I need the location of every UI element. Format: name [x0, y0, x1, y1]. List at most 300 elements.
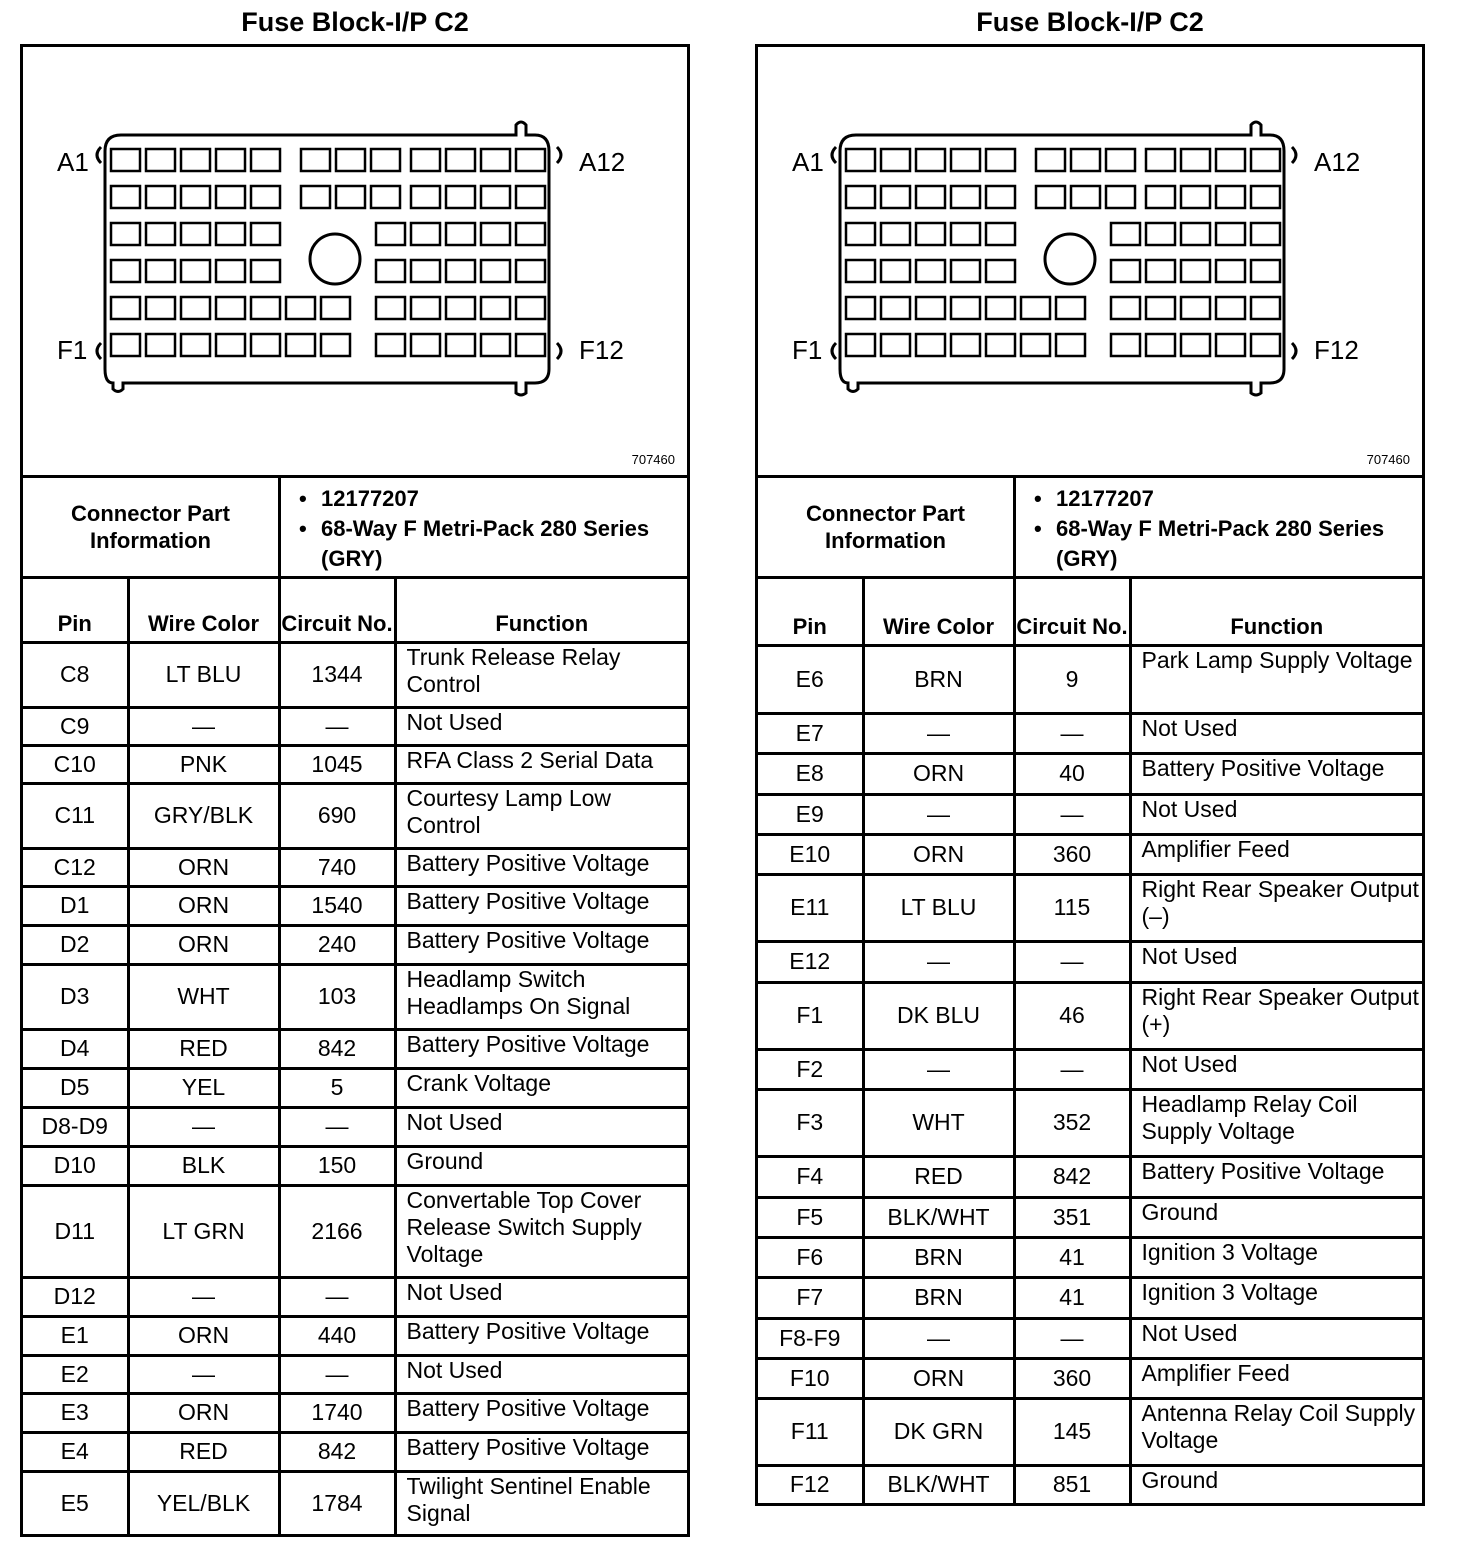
- pin-cavity: [216, 149, 245, 171]
- function-cell: Headlamp Switch Headlamps On Signal: [395, 964, 687, 1029]
- connector-type: • 68-Way F Metri-Pack 280 Series (GRY): [321, 514, 687, 574]
- pin-cell: F1: [758, 982, 863, 1049]
- pin-cavity: [1216, 297, 1245, 319]
- housing-bracket: [97, 343, 101, 359]
- pin-cell: C11: [23, 783, 128, 848]
- pin-cell: F12: [758, 1465, 863, 1503]
- connector-panel-right: [755, 0, 1425, 1506]
- pin-cavity: [446, 149, 475, 171]
- wire-color-cell: RED: [128, 1432, 279, 1471]
- pin-cell: C12: [23, 848, 128, 886]
- pin-cavity: [111, 334, 140, 356]
- function-cell: Not Used: [1130, 713, 1422, 753]
- pin-cavity: [986, 297, 1015, 319]
- header-wire-color: Wire Color: [863, 579, 1014, 645]
- circuit-number-cell: 851: [1014, 1465, 1130, 1503]
- pin-cavity: [1181, 223, 1210, 245]
- pin-cavity: [481, 149, 510, 171]
- pin-label-f1: F1: [57, 335, 88, 365]
- pin-cavity: [1216, 149, 1245, 171]
- pinout-table: [23, 579, 687, 1534]
- pin-cell: C8: [23, 642, 128, 707]
- pin-cavity: [881, 223, 910, 245]
- pin-cavity: [216, 186, 245, 208]
- circuit-number-cell: 41: [1014, 1237, 1130, 1277]
- table-header-row: [23, 579, 687, 642]
- pin-cavity: [216, 260, 245, 282]
- pin-cell: E5: [23, 1471, 128, 1534]
- wire-color-cell: —: [863, 1049, 1014, 1089]
- circuit-number-cell: 240: [279, 925, 395, 964]
- pin-cell: E10: [758, 834, 863, 874]
- pin-label-f12: F12: [1314, 335, 1359, 365]
- circuit-number-cell: —: [1014, 713, 1130, 753]
- pin-cavity: [846, 260, 875, 282]
- pin-cell: F10: [758, 1358, 863, 1398]
- pin-cell: F2: [758, 1049, 863, 1089]
- pin-cell: E3: [23, 1393, 128, 1432]
- pin-cavity: [1181, 334, 1210, 356]
- table-row: [758, 1237, 1422, 1277]
- panel-frame: [755, 44, 1425, 1506]
- header-pin: Pin: [758, 579, 863, 645]
- pin-cavity: [516, 149, 545, 171]
- wire-color-cell: ORN: [863, 1358, 1014, 1398]
- function-cell: Not Used: [1130, 794, 1422, 834]
- wire-color-cell: LT GRN: [128, 1185, 279, 1277]
- pin-cavity: [881, 186, 910, 208]
- pin-cavity: [336, 186, 365, 208]
- function-cell: Battery Positive Voltage: [395, 1432, 687, 1471]
- circuit-number-cell: 1344: [279, 642, 395, 707]
- table-row: [758, 982, 1422, 1049]
- connector-panel-left: [20, 0, 690, 1537]
- pin-cavity: [516, 297, 545, 319]
- pin-cavity: [446, 297, 475, 319]
- pinout-table: [758, 579, 1422, 1503]
- table-row: [23, 964, 687, 1029]
- pin-cell: E12: [758, 941, 863, 982]
- housing-bracket: [832, 147, 836, 163]
- pin-cavity: [1036, 186, 1065, 208]
- table-row: [758, 1277, 1422, 1318]
- wire-color-cell: ORN: [863, 834, 1014, 874]
- panel-title: Fuse Block-I/P C2: [976, 7, 1204, 37]
- pin-cavity: [1146, 260, 1175, 282]
- pin-cavity: [336, 149, 365, 171]
- wire-color-cell: ORN: [128, 925, 279, 964]
- pin-label-a12: A12: [1314, 147, 1361, 177]
- pin-cell: F3: [758, 1089, 863, 1156]
- pin-cavity: [1146, 186, 1175, 208]
- pinout-table-body: [23, 642, 687, 1534]
- wire-color-cell: —: [863, 794, 1014, 834]
- table-row: [758, 941, 1422, 982]
- table-row: [23, 925, 687, 964]
- pin-cavity: [1181, 186, 1210, 208]
- table-row: [23, 1393, 687, 1432]
- pin-cavity: [1146, 334, 1175, 356]
- function-cell: Not Used: [1130, 941, 1422, 982]
- circuit-number-cell: 2166: [279, 1185, 395, 1277]
- circuit-number-cell: 150: [279, 1146, 395, 1185]
- function-cell: Not Used: [395, 1355, 687, 1393]
- pin-cavity: [1056, 297, 1085, 319]
- pin-cell: F8-F9: [758, 1318, 863, 1358]
- pin-cavity: [516, 223, 545, 245]
- wire-color-cell: YEL: [128, 1068, 279, 1107]
- circuit-number-cell: 360: [1014, 834, 1130, 874]
- function-cell: Ground: [1130, 1197, 1422, 1237]
- circuit-number-cell: 115: [1014, 874, 1130, 941]
- wire-color-cell: ORN: [128, 1393, 279, 1432]
- wire-color-cell: —: [128, 1355, 279, 1393]
- pin-cavity: [411, 260, 440, 282]
- pin-cavity: [411, 223, 440, 245]
- table-row: [23, 848, 687, 886]
- wire-color-cell: ORN: [128, 848, 279, 886]
- pin-cavity: [1251, 186, 1280, 208]
- pin-cell: D12: [23, 1277, 128, 1316]
- pin-cavity: [1146, 149, 1175, 171]
- wire-color-cell: PNK: [128, 745, 279, 783]
- pin-cavity: [1021, 297, 1050, 319]
- wire-color-cell: ORN: [128, 1316, 279, 1355]
- circuit-number-cell: 440: [279, 1316, 395, 1355]
- pin-cavity: [951, 186, 980, 208]
- wire-color-cell: LT BLU: [128, 642, 279, 707]
- wire-color-cell: —: [128, 707, 279, 745]
- connector-face-drawing: [758, 47, 1422, 475]
- pin-cavity: [446, 186, 475, 208]
- pin-cavity: [301, 186, 330, 208]
- pin-cavity: [1036, 149, 1065, 171]
- circuit-number-cell: 1740: [279, 1393, 395, 1432]
- pin-cavity: [321, 297, 350, 319]
- pin-cell: F11: [758, 1398, 863, 1465]
- pin-cell: F4: [758, 1156, 863, 1197]
- pin-cavity: [516, 334, 545, 356]
- pin-cell: F7: [758, 1277, 863, 1318]
- pin-cavity: [1111, 334, 1140, 356]
- pin-cavity: [411, 186, 440, 208]
- pin-cell: C10: [23, 745, 128, 783]
- wire-color-cell: DK GRN: [863, 1398, 1014, 1465]
- pin-cavity: [251, 149, 280, 171]
- pin-cavity: [146, 297, 175, 319]
- circuit-number-cell: 46: [1014, 982, 1130, 1049]
- circuit-number-cell: 351: [1014, 1197, 1130, 1237]
- header-wire-color: Wire Color: [128, 579, 279, 642]
- pinout-table-body: [758, 645, 1422, 1503]
- wire-color-cell: ORN: [128, 886, 279, 925]
- wire-color-cell: BLK: [128, 1146, 279, 1185]
- pin-cavity: [1216, 334, 1245, 356]
- table-row: [23, 1107, 687, 1146]
- connector-part-info-label: Connector Part Information: [758, 478, 1016, 576]
- function-cell: Battery Positive Voltage: [395, 848, 687, 886]
- pin-cavity: [411, 334, 440, 356]
- table-row: [23, 1146, 687, 1185]
- table-row: [758, 1398, 1422, 1465]
- pin-cavity: [986, 334, 1015, 356]
- pin-cavity: [1216, 186, 1245, 208]
- pin-cavity: [146, 149, 175, 171]
- housing-bracket: [557, 343, 561, 359]
- pin-cavity: [376, 297, 405, 319]
- pin-cavity: [111, 260, 140, 282]
- wire-color-cell: BRN: [863, 1277, 1014, 1318]
- pin-cavity: [1111, 297, 1140, 319]
- circuit-number-cell: 9: [1014, 645, 1130, 713]
- function-cell: Battery Positive Voltage: [395, 1029, 687, 1068]
- circuit-number-cell: 40: [1014, 753, 1130, 794]
- pin-cell: E8: [758, 753, 863, 794]
- pin-cavity: [181, 186, 210, 208]
- function-cell: Trunk Release Relay Control: [395, 642, 687, 707]
- circuit-number-cell: —: [1014, 941, 1130, 982]
- pin-cavity: [146, 223, 175, 245]
- pin-cavity: [1251, 297, 1280, 319]
- pin-cavity: [1071, 186, 1100, 208]
- table-row: [758, 874, 1422, 941]
- wire-color-cell: BLK/WHT: [863, 1197, 1014, 1237]
- circuit-number-cell: 1045: [279, 745, 395, 783]
- pin-cavity: [951, 149, 980, 171]
- table-row: [23, 886, 687, 925]
- function-cell: Not Used: [1130, 1318, 1422, 1358]
- connector-housing: [840, 122, 1284, 395]
- table-row: [23, 1029, 687, 1068]
- pin-cavity: [216, 334, 245, 356]
- pin-cell: E6: [758, 645, 863, 713]
- pin-cell: E11: [758, 874, 863, 941]
- circuit-number-cell: —: [1014, 1318, 1130, 1358]
- table-row: [23, 1432, 687, 1471]
- pin-cavity: [321, 334, 350, 356]
- pin-cavity: [846, 334, 875, 356]
- pin-cavity: [181, 297, 210, 319]
- function-cell: Battery Positive Voltage: [1130, 1156, 1422, 1197]
- pin-cavity: [1111, 260, 1140, 282]
- pin-cavity: [376, 223, 405, 245]
- pin-cavity: [481, 223, 510, 245]
- table-row: [758, 1358, 1422, 1398]
- pin-cavity: [181, 334, 210, 356]
- function-cell: Crank Voltage: [395, 1068, 687, 1107]
- pin-cavity: [1251, 149, 1280, 171]
- circuit-number-cell: 690: [279, 783, 395, 848]
- pin-cavity: [371, 186, 400, 208]
- function-cell: Not Used: [395, 1107, 687, 1146]
- pin-cavity: [516, 260, 545, 282]
- header-function: Function: [1130, 579, 1422, 645]
- pin-cell: F5: [758, 1197, 863, 1237]
- pin-cavity: [846, 223, 875, 245]
- pin-cavity: [146, 260, 175, 282]
- function-cell: Ignition 3 Voltage: [1130, 1237, 1422, 1277]
- pin-cavity: [481, 260, 510, 282]
- pin-cavity: [1251, 223, 1280, 245]
- wire-color-cell: WHT: [863, 1089, 1014, 1156]
- pin-cell: C9: [23, 707, 128, 745]
- pin-cavity: [916, 149, 945, 171]
- connector-part-info: [23, 478, 687, 579]
- table-row: [23, 1185, 687, 1277]
- function-cell: Amplifier Feed: [1130, 1358, 1422, 1398]
- circuit-number-cell: —: [1014, 1049, 1130, 1089]
- pin-cavity: [986, 186, 1015, 208]
- pin-cavity: [881, 149, 910, 171]
- wire-color-cell: BLK/WHT: [863, 1465, 1014, 1503]
- connector-face-drawing: [23, 47, 687, 475]
- pin-cavity: [881, 297, 910, 319]
- pin-cavity: [1181, 149, 1210, 171]
- wire-color-cell: RED: [863, 1156, 1014, 1197]
- pin-cavity: [516, 186, 545, 208]
- reference-number: 707460: [1366, 452, 1410, 467]
- pin-cavity: [846, 297, 875, 319]
- pin-cell: E4: [23, 1432, 128, 1471]
- function-cell: RFA Class 2 Serial Data: [395, 745, 687, 783]
- pin-cavity: [916, 334, 945, 356]
- wire-color-cell: GRY/BLK: [128, 783, 279, 848]
- pin-cavity: [1106, 186, 1135, 208]
- function-cell: Courtesy Lamp Low Control: [395, 783, 687, 848]
- pin-cavity: [251, 297, 280, 319]
- circuit-number-cell: 1784: [279, 1471, 395, 1534]
- pin-cavity: [111, 149, 140, 171]
- connector-part-info-label: Connector Part Information: [23, 478, 281, 576]
- table-row: [758, 834, 1422, 874]
- circuit-number-cell: 1540: [279, 886, 395, 925]
- pin-cavity: [951, 223, 980, 245]
- pin-cavity: [371, 149, 400, 171]
- pin-cavity: [916, 297, 945, 319]
- table-row: [758, 753, 1422, 794]
- pin-cell: D10: [23, 1146, 128, 1185]
- function-cell: Antenna Relay Coil Supply Voltage: [1130, 1398, 1422, 1465]
- center-bolt-hole: [310, 234, 360, 284]
- panel-title: Fuse Block-I/P C2: [241, 7, 469, 37]
- connector-diagram: [758, 47, 1422, 478]
- connector-type: • 68-Way F Metri-Pack 280 Series (GRY): [1056, 514, 1422, 574]
- pin-cavity: [146, 334, 175, 356]
- pin-cavity: [1146, 223, 1175, 245]
- function-cell: Right Rear Speaker Output (+): [1130, 982, 1422, 1049]
- wire-color-cell: —: [128, 1107, 279, 1146]
- table-row: [758, 1089, 1422, 1156]
- table-row: [23, 642, 687, 707]
- table-row: [23, 745, 687, 783]
- part-number: • 12177207: [1056, 484, 1422, 514]
- table-row: [23, 1068, 687, 1107]
- pin-cavity: [916, 223, 945, 245]
- pin-cavity: [181, 260, 210, 282]
- pin-cavity: [481, 334, 510, 356]
- wire-color-cell: LT BLU: [863, 874, 1014, 941]
- pin-cavity: [251, 260, 280, 282]
- function-cell: Ground: [395, 1146, 687, 1185]
- pin-cavity: [216, 223, 245, 245]
- table-row: [23, 783, 687, 848]
- pin-cavity: [376, 334, 405, 356]
- pin-cell: E2: [23, 1355, 128, 1393]
- pin-cavity: [251, 186, 280, 208]
- pin-cell: D5: [23, 1068, 128, 1107]
- pin-cavity: [301, 149, 330, 171]
- connector-diagram: [23, 47, 687, 478]
- wire-color-cell: BRN: [863, 645, 1014, 713]
- pin-cell: D8-D9: [23, 1107, 128, 1146]
- pin-cavity: [1216, 223, 1245, 245]
- function-cell: Twilight Sentinel Enable Signal: [395, 1471, 687, 1534]
- table-header-row: [758, 579, 1422, 645]
- pin-cavity: [411, 149, 440, 171]
- function-cell: Not Used: [395, 707, 687, 745]
- wire-color-cell: —: [863, 713, 1014, 753]
- table-row: [758, 794, 1422, 834]
- pin-cavity: [446, 334, 475, 356]
- circuit-number-cell: —: [279, 1107, 395, 1146]
- pin-cavity: [1146, 297, 1175, 319]
- pin-cavity: [986, 260, 1015, 282]
- table-row: [758, 1318, 1422, 1358]
- pin-cell: E7: [758, 713, 863, 753]
- table-row: [758, 645, 1422, 713]
- pin-cell: D2: [23, 925, 128, 964]
- pin-cavity: [881, 334, 910, 356]
- pin-cavity: [111, 297, 140, 319]
- function-cell: Right Rear Speaker Output (–): [1130, 874, 1422, 941]
- housing-bracket: [97, 147, 101, 163]
- pin-cavity: [1071, 149, 1100, 171]
- circuit-number-cell: 145: [1014, 1398, 1130, 1465]
- pin-cavity: [1056, 334, 1085, 356]
- circuit-number-cell: —: [279, 707, 395, 745]
- pin-cavity: [951, 297, 980, 319]
- function-cell: Park Lamp Supply Voltage: [1130, 645, 1422, 713]
- pin-cavity: [986, 223, 1015, 245]
- wire-color-cell: WHT: [128, 964, 279, 1029]
- pin-cavity: [1106, 149, 1135, 171]
- pin-cavity: [181, 223, 210, 245]
- table-row: [758, 1197, 1422, 1237]
- pin-cell: E1: [23, 1316, 128, 1355]
- circuit-number-cell: 740: [279, 848, 395, 886]
- function-cell: Ignition 3 Voltage: [1130, 1277, 1422, 1318]
- pin-cavity: [846, 149, 875, 171]
- housing-bracket: [1292, 343, 1296, 359]
- circuit-number-cell: 352: [1014, 1089, 1130, 1156]
- pin-cavity: [916, 186, 945, 208]
- circuit-number-cell: —: [279, 1277, 395, 1316]
- header-circuit-no: Circuit No.: [1014, 579, 1130, 645]
- pin-cavity: [146, 186, 175, 208]
- function-cell: Battery Positive Voltage: [395, 925, 687, 964]
- table-row: [758, 1156, 1422, 1197]
- pin-cavity: [286, 297, 315, 319]
- circuit-number-cell: 103: [279, 964, 395, 1029]
- circuit-number-cell: 5: [279, 1068, 395, 1107]
- function-cell: Ground: [1130, 1465, 1422, 1503]
- circuit-number-cell: 842: [279, 1029, 395, 1068]
- function-cell: Battery Positive Voltage: [395, 886, 687, 925]
- housing-bracket: [832, 343, 836, 359]
- wire-color-cell: —: [863, 941, 1014, 982]
- pin-cavity: [916, 260, 945, 282]
- pin-cavity: [411, 297, 440, 319]
